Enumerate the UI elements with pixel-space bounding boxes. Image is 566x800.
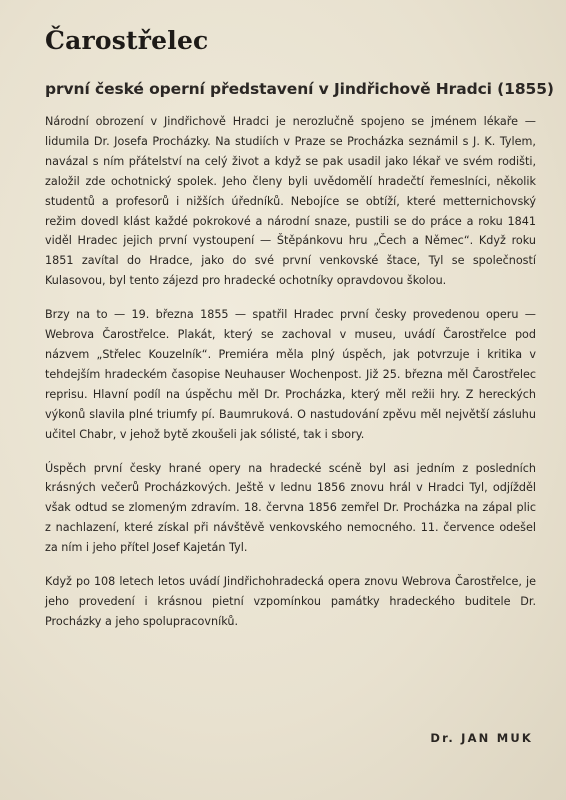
article-title: Čarostřelec	[45, 26, 209, 55]
paragraph-1: Národní obrození v Jindřichově Hradci je nerozlučně spojeno se jménem lékaře — lidumila Dr. Josefa Procházky. Na studiích v Praze se Procházka seznámil s J. K. Tylem, navázal s ním přátelství na celý život a když se pak usadil jako lékař ve svém rodišti, založil zde ochotnický spolek. Jeho členy byli uvědomělí hradečtí řemeslníci, několik studentů a profesorů i nižších úředníků. Nebojíce se obtíží, které metternichovský režim dovedl klást každé pokrokové a národní snaze, pustili se do práce a roku 1841 viděl Hradec jejich první vystoupení — Štěpánkovu hru „Čech a Němec“. Když roku 1851 zavítal do Hradce, jako do své první venkovské štace, Tyl se společností Kulasovou, byl tento zájezd pro hradecké ochotníky opravdovou školou.	[45, 115, 536, 288]
article-body	[45, 112, 536, 646]
author-signature: Dr. JAN MUK	[430, 731, 533, 745]
paragraph-4: Když po 108 letech letos uvádí Jindřichohradecká opera znovu Webrova Čarostřelce, je jeho provedení i krásnou pietní vzpomínkou památky hradeckého buditele Dr. Procházky a jeho spolupracovníků.	[45, 575, 536, 628]
paragraph-3: Úspěch první česky hrané opery na hradecké scéně byl asi jedním z posledních krásných večerů Procházkových. Ještě v lednu 1856 znovu hrál v Hradci Tyl, odjížděl však odtud se zlomeným zdravím. 18. června 1856 zemřel Dr. Procházka na zápal plic z nachlazení, které získal při návštěvě venkovského nemocného. 11. července odešel za ním i jeho přítel Josef Kajetán Tyl.	[45, 461, 536, 555]
article-subtitle: první české operní představení v Jindřichově Hradci (1855)	[45, 80, 554, 98]
paragraph-2: Brzy na to — 19. března 1855 — spatřil Hradec první česky provedenou operu — Webrova Čarostřelce. Plakát, který se zachoval v museu, uvádí Čarostřelce pod názvem „Střelec Kouzelník“. Premiéra měla plný úspěch, jak potvrzuje i kritika v tehdejším hradeckém časopise Neuhauser Wochenpost. Již 25. března měl Čarostřelec reprisu. Hlavní podíl na úspěchu měl Dr. Procházka, který měl režii hry. Z hereckých výkonů slavila plné triumfy pí. Baumruková. O nastudování zpěvu měl největší zásluhu učitel Chabr, v jehož bytě zkoušeli jak sólisté, tak i sbory.	[45, 308, 536, 441]
